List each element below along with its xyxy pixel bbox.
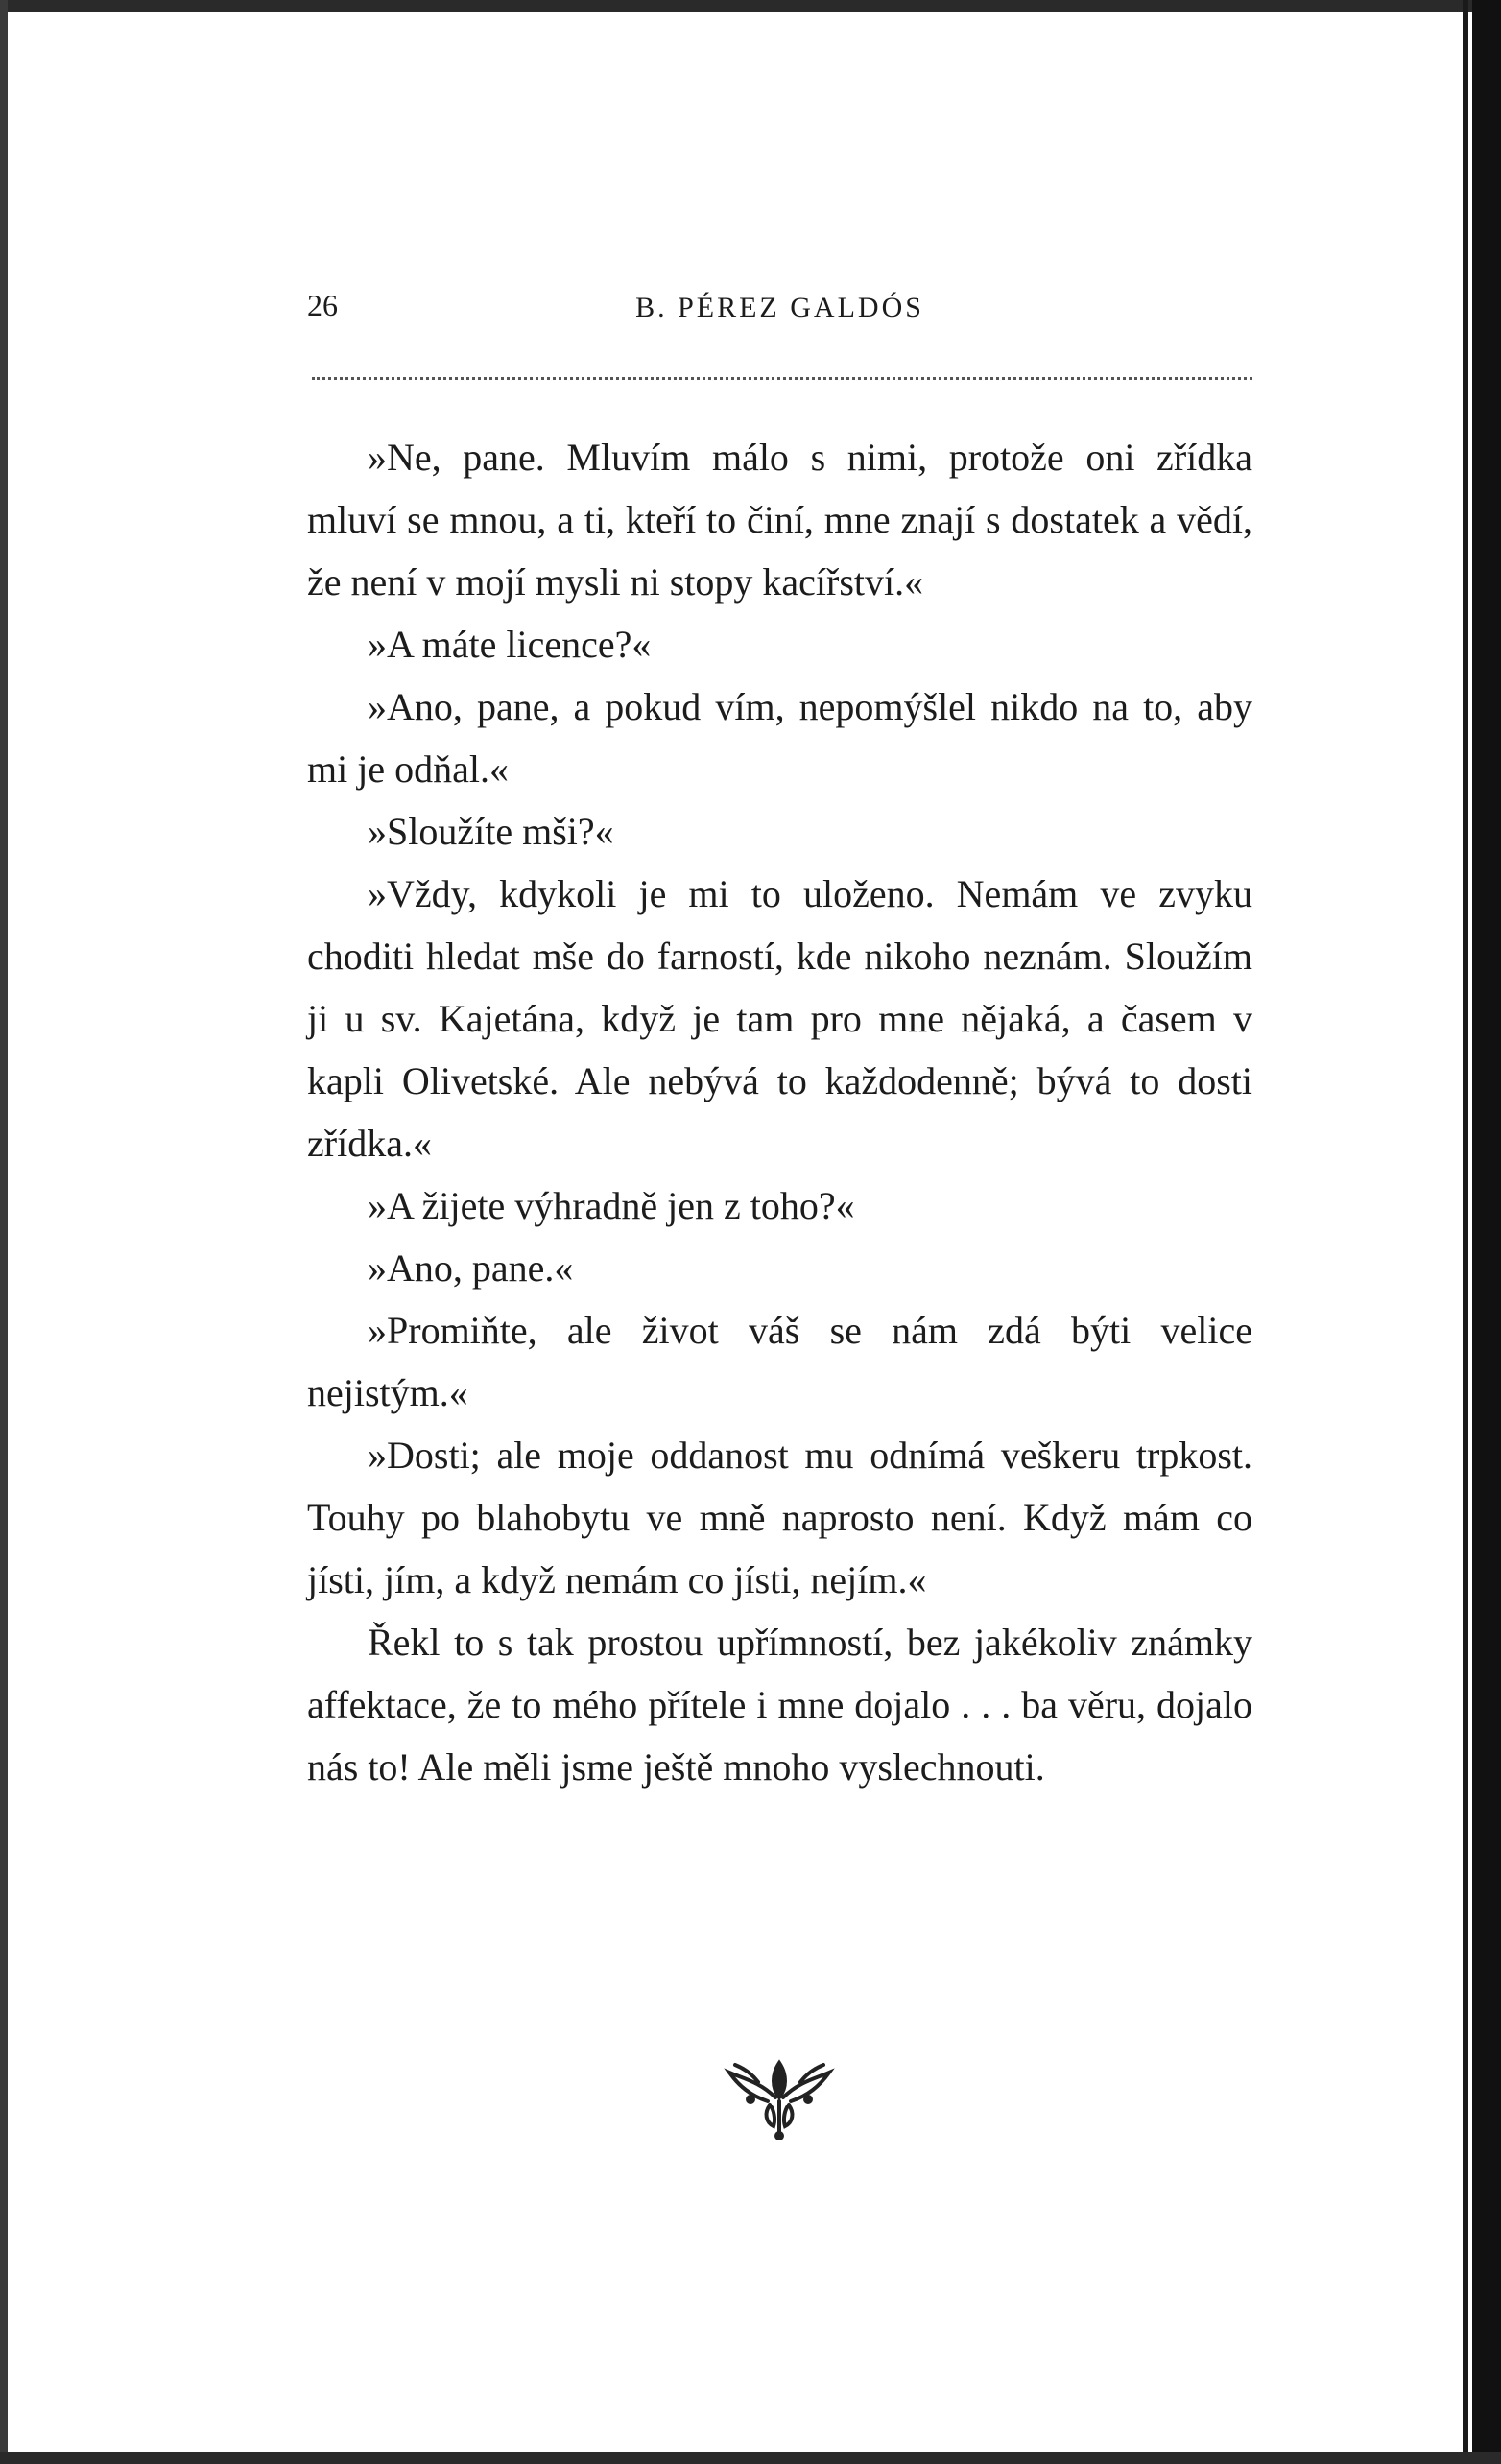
page-number: 26 — [307, 288, 338, 322]
paragraph: »Ano, pane.« — [368, 1246, 574, 1290]
page-header — [307, 288, 1252, 336]
paragraph: »Vždy, kdykoli je mi to uloženo. Nemám ve zvyku choditi hledat mše do farností, kde nikoho neznám. Sloužím ji u sv. Kajetána, když je tam pro mne nějaká, a časem v kapli Olivetské. Ale nebývá to každodenně; bývá to dosti zřídka.« — [307, 872, 1252, 1165]
paragraph: »Promiňte, ale život váš se nám zdá býti velice nejistým.« — [307, 1309, 1252, 1414]
paragraph: »A máte licence?« — [368, 623, 652, 666]
body-text — [307, 426, 1252, 1798]
paragraph: »Sloužíte mši?« — [368, 810, 614, 853]
paragraph: »Dosti; ale moje oddanost mu odnímá veškeru trpkost. Touhy po blahobytu ve mně naprosto není. Když mám co jísti, jím, a když nemám co jísti, nejím.« — [307, 1433, 1252, 1601]
running-head: B. PÉREZ GALDÓS — [635, 292, 924, 323]
floral-ornament-icon — [722, 2053, 837, 2140]
paragraph: Řekl to s tak prostou upřímností, bez jakékoliv známky affektace, že to mého přítele i mne dojalo . . . ba věru, dojalo nás to! Ale měli jsme ještě mnoho vyslechnouti. — [307, 1621, 1252, 1789]
scan-edge-top — [0, 0, 1501, 12]
paragraph: »A žijete výhradně jen z toho?« — [368, 1184, 855, 1227]
paragraph: »Ano, pane, a pokud vím, nepomýšlel nikdo na to, aby mi je odňal.« — [307, 685, 1252, 791]
scan-edge-right — [1472, 0, 1501, 2464]
scan-edge-bottom — [0, 2452, 1501, 2464]
scan-edge-left — [0, 0, 8, 2464]
paragraph: »Ne, pane. Mluvím málo s nimi, protože oni zřídka mluví se mnou, a ti, kteří to činí, mne znají s dostatek a vědí, že není v mojí mysli ni stopy kacířství.« — [307, 436, 1252, 604]
header-dotted-rule — [312, 377, 1252, 380]
scan-edge-right-inner — [1463, 0, 1468, 2464]
